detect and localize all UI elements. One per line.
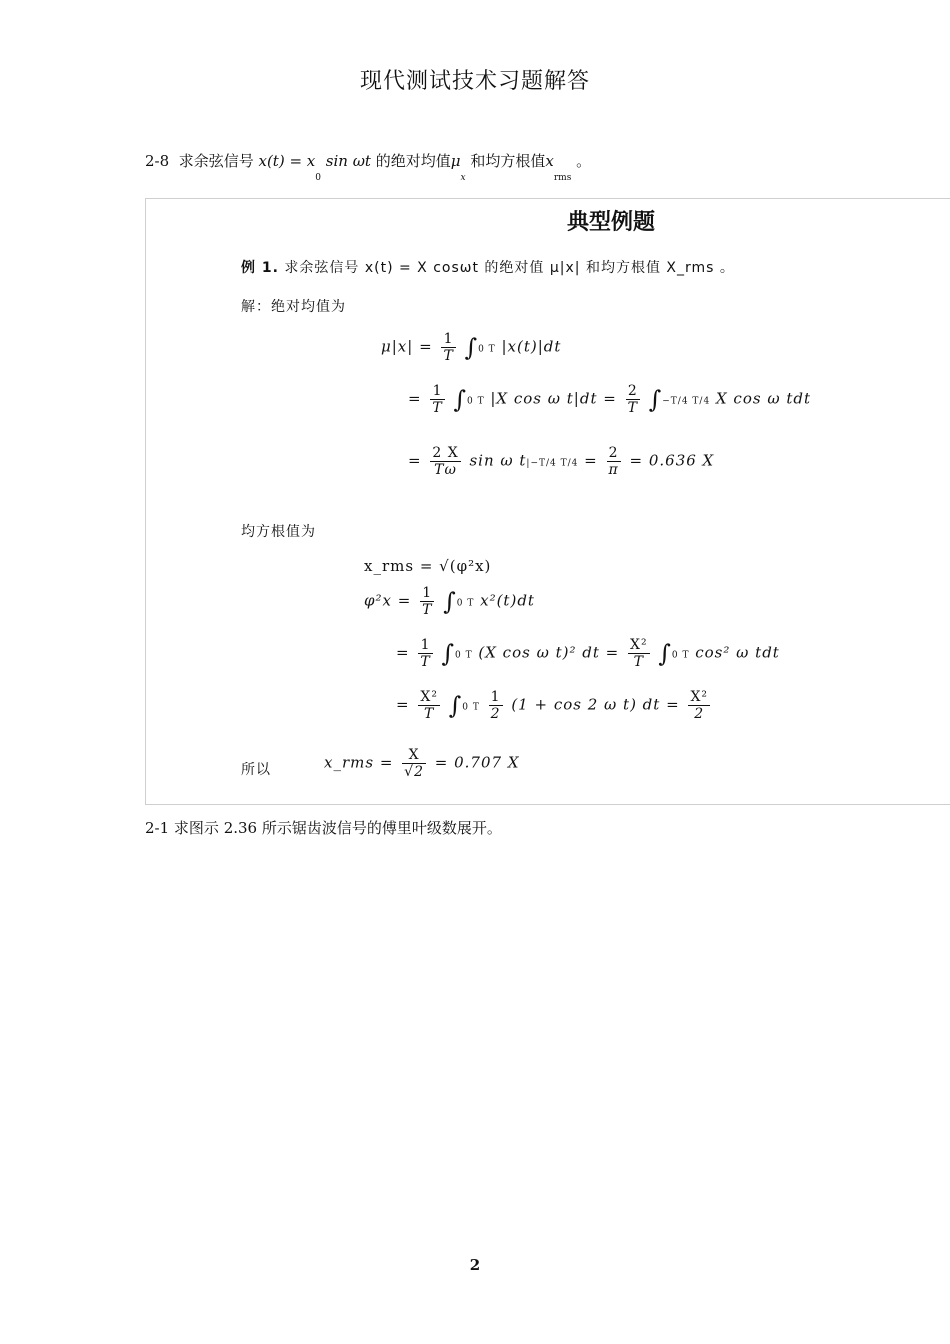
- equation-7: = $\frac{\text{X²}}{T}$ ∫0 T $\frac{1}{2}$ (1 + cos 2 ω t) dt = $\frac{\text{X²}}{2}$: [396, 689, 709, 722]
- fraction-X2-over-2: $\frac{\text{X²}}{2}$: [690, 689, 709, 722]
- eq8-lhs: x_rms =: [324, 753, 394, 772]
- x-symbol: x: [545, 152, 554, 170]
- eq6-rhs: cos² ω tdt: [695, 643, 780, 662]
- question-2-8: [145, 150, 592, 183]
- fraction-1-over-T: $\frac{1}{T}$: [432, 383, 443, 416]
- solution-label: 解：绝对均值为: [241, 299, 346, 315]
- fraction-2X-over-Tw: $\frac{2 X}{T\omega}$: [432, 445, 459, 478]
- eq8-rhs: = 0.707 X: [434, 753, 520, 772]
- eq6-mid: (X cos ω t)² dt =: [478, 643, 620, 662]
- equation-8: [324, 747, 520, 780]
- eq1-lhs: μ|x| =: [381, 337, 433, 356]
- mu-symbol: μ: [450, 152, 461, 170]
- fraction-1-over-T: $\frac{1}{T}$: [422, 585, 433, 618]
- eq5-rhs: x²(t)dt: [480, 591, 535, 610]
- eq2-mid: |X cos ω t|dt =: [490, 389, 617, 408]
- subscript-0: 0: [315, 173, 321, 183]
- fraction-X2-over-T: $\frac{\text{X²}}{T}$: [420, 689, 438, 722]
- page-number: 2: [469, 1256, 481, 1274]
- equation-1: μ|x| = $\frac{1}{T}$ ∫0 T |x(t)|dt: [381, 331, 562, 364]
- integral-sign: ∫: [658, 639, 672, 668]
- signal-expr: x(t) = x: [258, 152, 316, 170]
- equation-2: = $\frac{1}{T}$ ∫0 T |X cos ω t|dt = $\frac{2}{T}$ ∫−T/4 T/4 X cos ω tdt: [408, 383, 811, 416]
- fraction-1-over-T: $\frac{1}{T}$: [420, 637, 431, 670]
- eq2-rhs: X cos ω tdt: [715, 389, 811, 408]
- question-2-1: 2-1 求图示 2.36 所示锯齿波信号的傅里叶级数展开。: [145, 819, 502, 837]
- integral-sign: ∫: [464, 333, 479, 362]
- example-label: 例 1.: [241, 260, 279, 276]
- subscript-rms: rms: [553, 173, 572, 183]
- integral-sign: ∫: [443, 587, 457, 616]
- subscript-x: x: [460, 173, 466, 183]
- integral-sign: ∫: [453, 385, 467, 414]
- question-text-mid: 的绝对均值: [375, 152, 451, 170]
- question-number: 2-8: [145, 152, 170, 170]
- equation-6: = $\frac{1}{T}$ ∫0 T (X cos ω t)² dt = $\frac{\text{X²}}{T}$ ∫0 T cos² ω tdt: [396, 637, 780, 670]
- example-image-box: [145, 198, 950, 805]
- eq3-rhs: = 0.636 X: [629, 451, 715, 470]
- signal-expr-tail: sin ωt: [325, 152, 371, 170]
- fraction-X-over-sqrt2: $\frac{X}{√2}$: [404, 747, 424, 780]
- question-end: 。: [576, 152, 592, 170]
- eq1-rhs: |x(t)|dt: [501, 337, 562, 356]
- fraction-2-over-pi: $\frac{2}{\pi}$: [608, 445, 619, 478]
- integral-sign: ∫: [648, 385, 663, 414]
- eq3-mid: sin ω t: [469, 451, 527, 470]
- equation-3: = $\frac{2 X}{T\omega}$ sin ω t|−T/4 T/4 = $\frac{2}{\pi}$ = 0.636 X: [408, 445, 715, 478]
- fraction-X2-over-T: $\frac{\text{X²}}{T}$: [629, 637, 648, 670]
- question-text-and: 和均方根值: [470, 152, 546, 170]
- eq5-lhs: φ²x =: [364, 591, 412, 610]
- integral-sign: ∫: [448, 691, 463, 720]
- equation-4: x_rms = √(φ²x): [364, 557, 492, 575]
- so-label: 所以: [241, 762, 271, 778]
- equation-5: φ²x = $\frac{1}{T}$ ∫0 T x²(t)dt: [364, 585, 535, 618]
- question-text: 求余弦信号: [178, 152, 254, 170]
- document-title: 现代测试技术习题解答: [359, 69, 590, 94]
- rms-label: 均方根值为: [241, 524, 316, 540]
- example-box-title: 典型例题: [566, 210, 655, 235]
- fraction-1-over-T: $\frac{1}{T}$: [443, 331, 454, 364]
- eq7-mid: (1 + cos 2 ω t) dt =: [511, 695, 680, 714]
- example-text: 求余弦信号 x(t) = X cosωt 的绝对值 μ|x| 和均方根值 X_rms 。: [284, 260, 735, 276]
- fraction-2-over-T: $\frac{2}{T}$: [627, 383, 638, 416]
- integral-sign: ∫: [441, 639, 455, 668]
- example-statement: [241, 257, 735, 277]
- fraction-1-over-2: $\frac{1}{2}$: [490, 689, 501, 722]
